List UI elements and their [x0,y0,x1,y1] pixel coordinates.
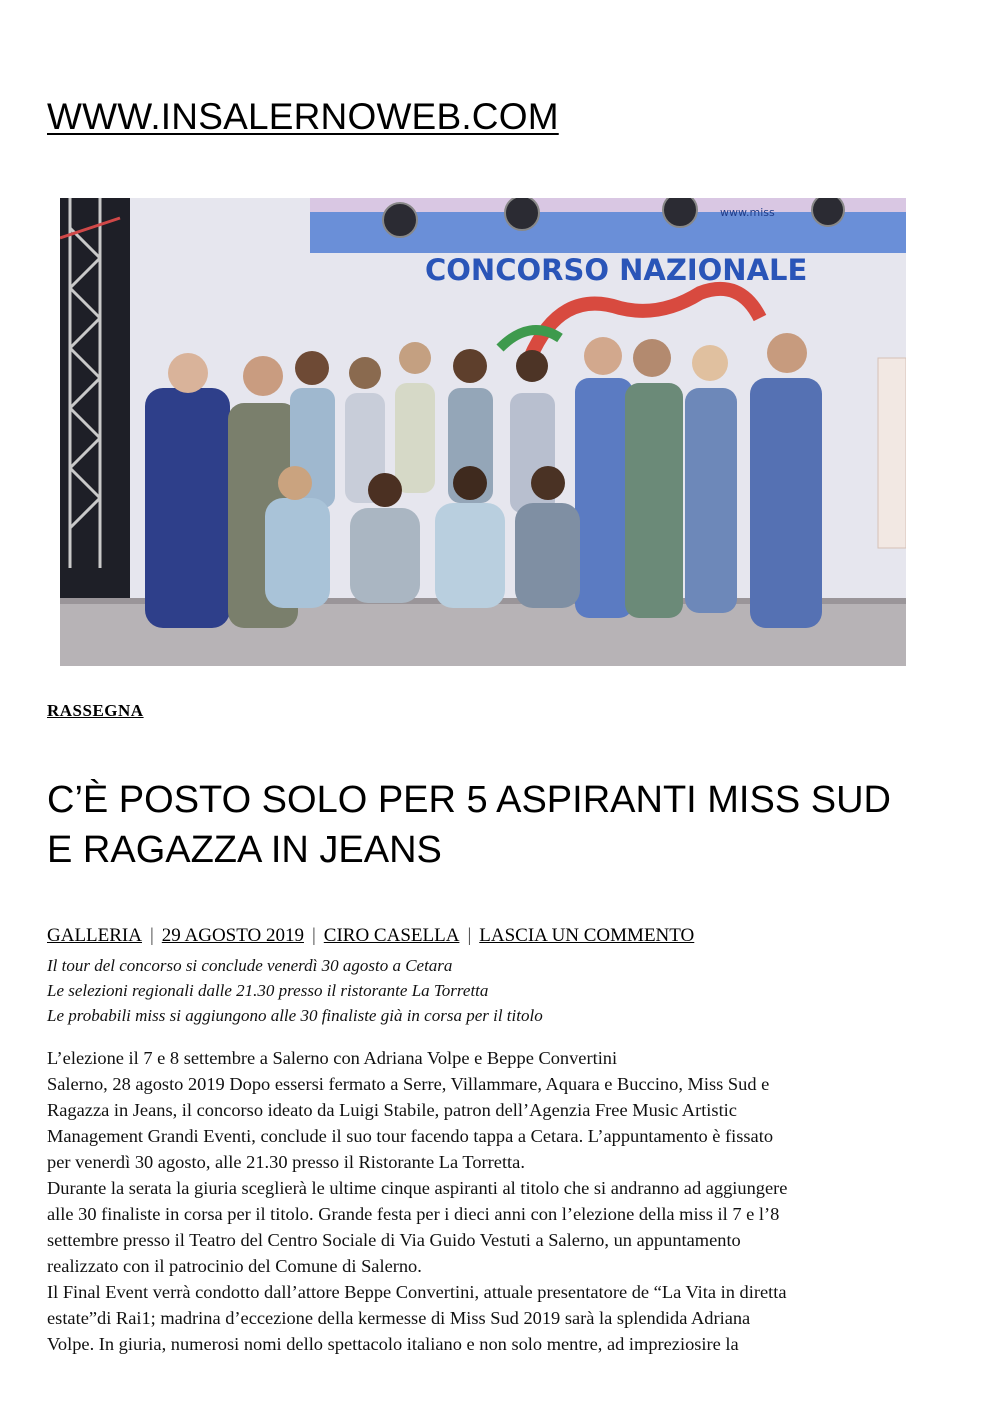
event-photo [60,198,906,666]
body-line: settembre presso il Teatro del Centro Sociale di Via Guido Vestuti a Salerno, un appuntamento [47,1230,741,1250]
comment-link[interactable]: LASCIA UN COMMENTO [479,925,695,946]
subtitle-line: Le probabili miss si aggiungono alle 30 finaliste già in corsa per il titolo [47,1006,543,1025]
date-link[interactable]: 29 AGOSTO 2019 [161,925,304,946]
meta-separator: | [467,925,472,946]
site-url-link[interactable]: WWW.INSALERNOWEB.COM [47,96,559,137]
section-link[interactable]: GALLERIA [47,925,142,946]
subtitle-line: Il tour del concorso si conclude venerdì 30 agosto a Cetara [47,956,453,975]
body-line: Durante la serata la giuria sceglierà le ultime cinque aspiranti al titolo che si andranno ad aggiungere [47,1178,788,1198]
body-line: Salerno, 28 agosto 2019 Dopo essersi fermato a Serre, Villammare, Aquara e Buccino, Miss Sud e [47,1074,770,1094]
meta-separator: | [149,925,154,946]
body-line: per venerdì 30 agosto, alle 21.30 presso il Ristorante La Torretta. [47,1152,525,1172]
banner-url-text: www.miss [720,206,775,219]
title-line-2: E RAGAZZA IN JEANS [47,829,442,871]
banner-text: CONCORSO NAZIONALE [425,253,808,287]
category-link[interactable]: RASSEGNA [47,701,144,720]
meta-separator: | [311,925,316,946]
body-line: Ragazza in Jeans, il concorso ideato da Luigi Stabile, patron dell’Agenzia Free Music Artistic [47,1100,737,1120]
article-subtitles [47,953,543,1028]
author-link[interactable]: CIRO CASELLA [323,925,460,946]
body-line: Volpe. In giuria, numerosi nomi dello spettacolo italiano e non solo mentre, ad impreziosire la [47,1334,739,1354]
body-line: alle 30 finaliste in corsa per il titolo. Grande festa per i dieci anni con l’elezione della miss il 7 e l’8 [47,1204,780,1224]
subtitle-line: Le selezioni regionali dalle 21.30 presso il ristorante La Torretta [47,981,489,1000]
article-meta [47,925,694,947]
body-line: Il Final Event verrà condotto dall’attore Beppe Convertini, attuale presentatore de “La Vita in diretta [47,1282,787,1302]
body-line: L’elezione il 7 e 8 settembre a Salerno con Adriana Volpe e Beppe Convertini [47,1048,618,1068]
body-line: realizzato con il patrocinio del Comune di Salerno. [47,1256,422,1276]
body-line: Management Grandi Eventi, conclude il suo tour facendo tappa a Cetara. L’appuntamento è fissato [47,1126,774,1146]
body-line: estate”di Rai1; madrina d’eccezione della kermesse di Miss Sud 2019 sarà la splendida Adriana [47,1308,751,1328]
article-title [47,775,967,875]
article-body [47,1045,957,1357]
title-line-1: C’È POSTO SOLO PER 5 ASPIRANTI MISS SUD [47,779,891,821]
